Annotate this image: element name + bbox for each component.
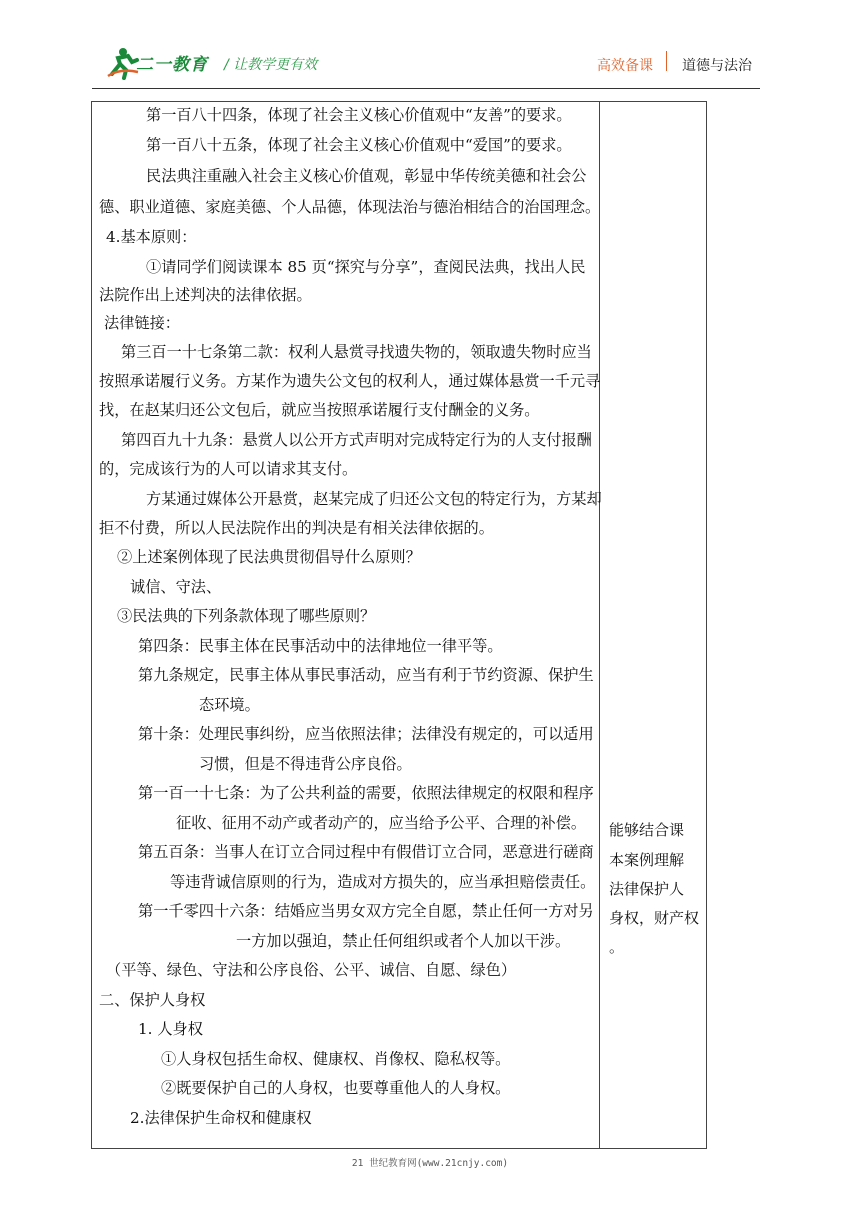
logo-text: 二一教育 (136, 55, 208, 75)
text-line: 民法典注重融入社会主义核心价值观，彰显中华传统美德和社会公 (146, 167, 587, 185)
text-line: 第十条：处理民事纠纷，应当依照法律；法律没有规定的，可以适用 (138, 725, 594, 743)
header-rule (92, 88, 760, 89)
brand-divider (666, 51, 667, 71)
text-line: 法律链接： (104, 314, 180, 332)
text-line: （平等、绿色、守法和公序良俗、公平、诚信、自愿、绿色） (106, 961, 517, 979)
text-line: 按照承诺履行义务。方某作为遗失公文包的权利人，通过媒体悬赏一千元寻 (99, 372, 601, 390)
text-line: 第四百九十九条：悬赏人以公开方式声明对完成特定行为的人支付报酬 (121, 431, 592, 449)
text-line: 第九条规定，民事主体从事民事活动，应当有利于节约资源、保护生 (138, 666, 594, 684)
objective-line: 身权，财产权 (609, 909, 700, 927)
text-line: 习惯，但是不得违背公序良俗。 (199, 755, 412, 773)
text-line: 第四条：民事主体在民事活动中的法律地位一律平等。 (138, 637, 503, 655)
page-header (0, 0, 860, 92)
text-line: 拒不付费，所以人民法院作出的判决是有相关法律依据的。 (99, 519, 494, 537)
text-line: 等违背诚信原则的行为，造成对方损失的，应当承担赔偿责任。 (170, 873, 596, 891)
brand-label-subject: 道德与法治 (682, 58, 752, 74)
text-line: 的，完成该行为的人可以请求其支付。 (99, 460, 358, 478)
text-line: 方某通过媒体公开悬赏，赵某完成了归还公文包的特定行为，方某却 (146, 490, 602, 508)
objective-line: 本案例理解 (609, 851, 685, 869)
objective-line: 法律保护人 (609, 880, 685, 898)
text-line: 第三百一十七条第二款：权利人悬赏寻找遗失物的，领取遗失物时应当 (121, 343, 592, 361)
text-line: 4.基本原则： (106, 228, 197, 246)
text-line: 第五百条：当事人在订立合同过程中有假借订立合同，恶意进行磋商 (138, 843, 594, 861)
table-column-divider (599, 101, 600, 1149)
text-line: 1. 人身权 (138, 1020, 203, 1038)
text-line: 德、职业道德、家庭美德、个人品德，体现法治与德治相结合的治国理念。 (99, 198, 601, 216)
text-line: 2.法律保护生命权和健康权 (130, 1109, 312, 1127)
text-line: 找，在赵某归还公文包后，就应当按照承诺履行支付酬金的义务。 (99, 401, 540, 419)
text-line: 第一百八十五条，体现了社会主义核心价值观中“爱国”的要求。 (146, 136, 572, 154)
text-line: 第一百一十七条：为了公共利益的需要，依照法律规定的权限和程序 (138, 784, 594, 802)
objective-line: 。 (609, 938, 625, 956)
runner-logo-icon (106, 46, 140, 80)
brand-label-course: 高效备课 (597, 58, 653, 74)
text-line: 第一百八十四条，体现了社会主义核心价值观中“友善”的要求。 (146, 106, 572, 124)
page-footer: 21 世纪教育网(www.21cnjy.com) (351, 1158, 509, 1169)
text-line: 第一千零四十六条：结婚应当男女双方完全自愿，禁止任何一方对另 (138, 902, 594, 920)
text-line: 诚信、守法、 (130, 578, 222, 596)
text-line: ②上述案例体现了民法典贯彻倡导什么原则？ (117, 548, 421, 566)
text-line: 一方加以强迫，禁止任何组织或者个人加以干涉。 (236, 932, 571, 950)
text-line: ①人身权包括生命权、健康权、肖像权、隐私权等。 (161, 1050, 511, 1068)
text-line: ②既要保护自己的人身权，也要尊重他人的人身权。 (161, 1079, 511, 1097)
objective-line: 能够结合课 (609, 821, 685, 839)
text-line: 法院作出上述判决的法律依据。 (99, 286, 312, 304)
text-line: ①请同学们阅读课本 85 页“探究与分享”，查阅民法典，找出人民 (146, 258, 586, 276)
slogan: / 让教学更有效 (224, 57, 318, 73)
logo (106, 46, 221, 82)
text-line: 态环境。 (199, 696, 260, 714)
section-heading: 二、保护人身权 (99, 991, 206, 1009)
text-line: ③民法典的下列条款体现了哪些原则？ (117, 607, 376, 625)
text-line: 征收、征用不动产或者动产的，应当给予公平、合理的补偿。 (176, 814, 587, 832)
